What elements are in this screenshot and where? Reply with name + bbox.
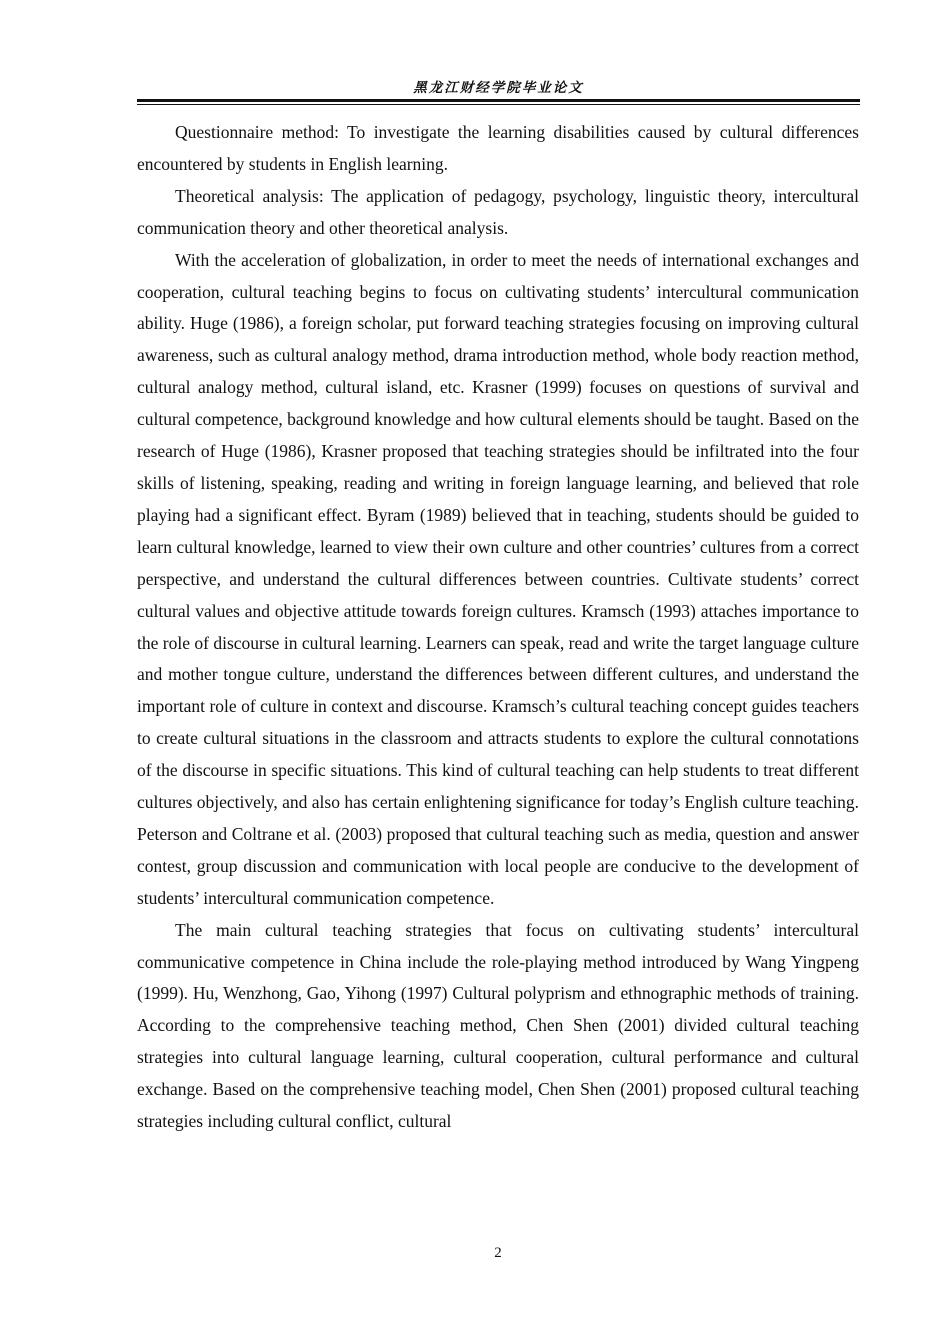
- paragraph-domestic-research: The main cultural teaching strategies that focus on cultivating students’ intercultural communicative competence in China include the role-playing method introduced by Wang Yingpeng (1999). Hu, Wenzhong, Gao, Yihong (1997) Cultural polyprism and ethnographic methods of training. According to the comprehensive teaching method, Chen Shen (2001) divided cultural teaching strategies into cultural language learning, cultural cooperation, cultural performance and cultural exchange. Based on the comprehensive teaching model, Chen Shen (2001) proposed cultural teaching strategies including cultural conflict, cultural: [137, 919, 859, 1132]
- running-header-title: 黑龙江财经学院毕业论文: [413, 80, 584, 96]
- body-text: [137, 117, 859, 1138]
- paragraph-questionnaire-method: Questionnaire method: To investigate the learning disabilities caused by cultural differences encountered by students in English learning.: [137, 122, 859, 174]
- page-number: 2: [494, 1245, 502, 1261]
- paragraph-foreign-research: With the acceleration of globalization, in order to meet the needs of international exchanges and cooperation, cultural teaching begins to focus on cultivating students’ intercultural communication ability. Huge (1986), a foreign scholar, put forward teaching strategies focusing on improving cultural awareness, such as cultural analogy method, drama introduction method, whole body reaction method, cultural analogy method, cultural island, etc. Krasner (1999) focuses on questions of survival and cultural competence, background knowledge and how cultural elements should be taught. Based on the research of Huge (1986), Krasner proposed that teaching strategies should be infiltrated into the four skills of listening, speaking, reading and writing in foreign language learning, and believed that role playing had a significant effect. Byram (1989) believed that in teaching, students should be guided to learn cultural knowledge, learned to view their own culture and other countries’ cultures from a correct perspective, and understand the cultural differences between countries. Cultivate students’ correct cultural values and objective attitude towards foreign cultures. Kramsch (1993) attaches importance to the role of discourse in cultural learning. Learners can speak, read and write the target language culture and mother tongue culture, understand the differences between different cultures, and understand the important role of culture in context and discourse. Kramsch’s cultural teaching concept guides teachers to create cultural situations in the classroom and attracts students to explore the cultural connotations of the discourse in specific situations. This kind of cultural teaching can help students to treat different cultures objectively, and also has certain enlightening significance for today’s English culture teaching. Peterson and Coltrane et al. (2003) proposed that cultural teaching such as media, question and answer contest, group discussion and communication with local people are conducive to the development of students’ intercultural communication competence.: [137, 249, 859, 908]
- header-rule-thin: [137, 104, 860, 105]
- paragraph-theoretical-analysis: Theoretical analysis: The application of pedagogy, psychology, linguistic theory, intercultural communication theory and other theoretical analysis.: [137, 185, 859, 238]
- header-rule-thick: [137, 99, 860, 102]
